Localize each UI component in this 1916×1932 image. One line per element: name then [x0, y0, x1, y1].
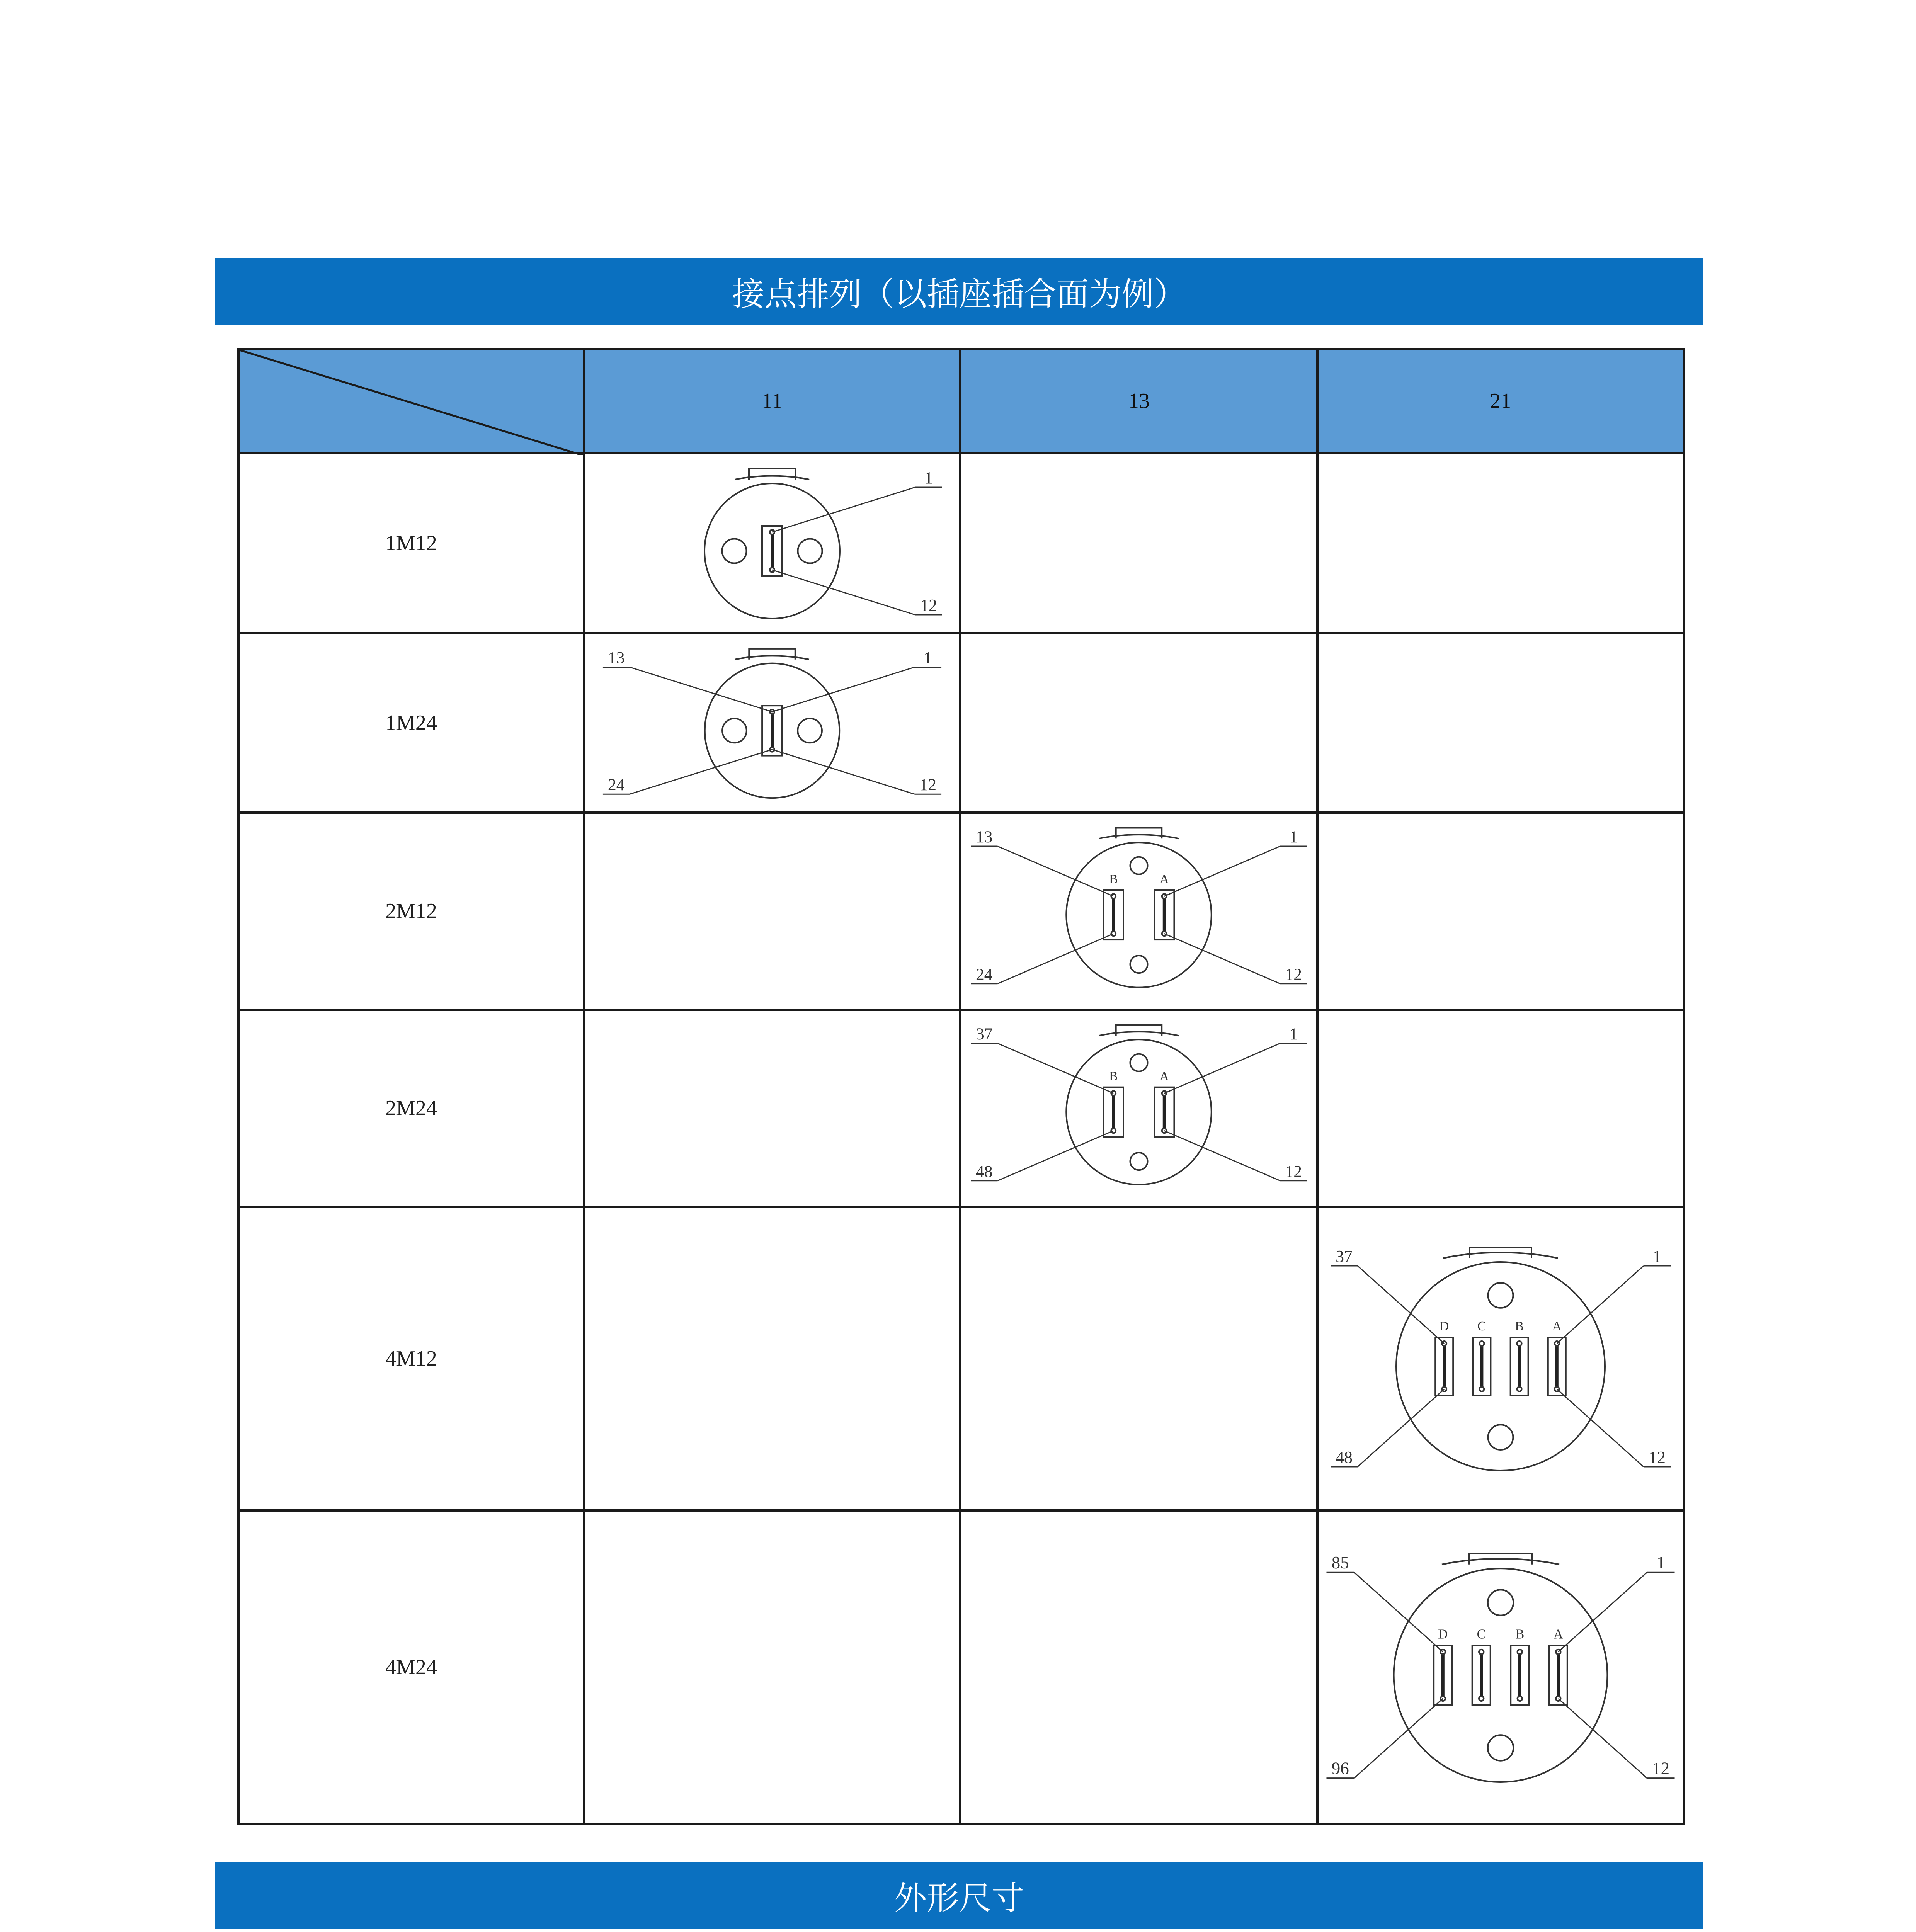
callout-number: 48: [976, 1162, 993, 1181]
row-label: 2M24: [385, 1096, 437, 1120]
callout-number: 1: [1289, 1025, 1298, 1044]
insert-letter: A: [1159, 1069, 1169, 1083]
callout-number: 12: [1652, 1759, 1670, 1778]
callout-number: 24: [976, 965, 993, 984]
contact-layout-diagram: [961, 1011, 1316, 1206]
insert-letter: C: [1477, 1319, 1486, 1333]
contact-insert: [1548, 1319, 1566, 1395]
arrangement-cell: [583, 452, 961, 634]
contact-insert: [1104, 872, 1123, 940]
row-label: 4M24: [385, 1655, 437, 1679]
arrangement-cell: [1316, 452, 1685, 634]
callout-number: 48: [1336, 1448, 1353, 1467]
contact-insert: [1473, 1319, 1491, 1395]
contact-arrangement-table: [237, 348, 1683, 1823]
column-header-label: 11: [762, 389, 783, 413]
arrangement-cell: [583, 811, 961, 1011]
row-label: 2M12: [385, 899, 437, 923]
callout-number: 12: [1649, 1448, 1666, 1467]
contact-insert: [1511, 1626, 1529, 1705]
insert-letter: B: [1515, 1319, 1524, 1333]
arrangement-cell: [1316, 1509, 1685, 1825]
arrangement-cell: [583, 632, 961, 814]
contact-insert: [1154, 872, 1174, 940]
callout-number: 13: [607, 648, 625, 667]
arrangement-cell: [959, 452, 1319, 634]
insert-letter: B: [1109, 1069, 1118, 1083]
insert-letter: B: [1109, 872, 1118, 886]
insert-letter: C: [1477, 1626, 1486, 1642]
callout-number: 1: [924, 648, 932, 667]
corner-diagonal-line: [240, 350, 583, 455]
contact-insert: [1472, 1626, 1491, 1705]
contact-insert: [762, 706, 782, 755]
column-header-label: 13: [1128, 389, 1150, 413]
section-title: 接点排列（以插座插合面为例）: [732, 275, 1186, 313]
shell-outline: [1394, 1568, 1608, 1782]
column-header-11: [583, 348, 961, 454]
row-label-4M24: [237, 1509, 585, 1825]
section-title: 外形尺寸: [894, 1879, 1024, 1917]
callout-number: 12: [920, 596, 937, 615]
contact-layout-diagram: [1319, 1208, 1683, 1509]
row-label: 1M12: [385, 531, 437, 555]
row-label-2M12: [237, 811, 585, 1011]
row-label-2M24: [237, 1009, 585, 1208]
insert-letter: A: [1159, 872, 1169, 886]
arrangement-cell: [583, 1009, 961, 1208]
shell-outline: [1396, 1262, 1605, 1471]
callout-number: 37: [976, 1025, 993, 1044]
contact-insert: [1104, 1069, 1123, 1137]
row-label-1M12: [237, 452, 585, 634]
callout-number: 1: [1289, 828, 1298, 847]
insert-letter: D: [1439, 1319, 1449, 1333]
contact-layout-diagram: [1319, 1512, 1683, 1823]
section-banner-contact-arrangement: [215, 258, 1703, 325]
callout-number: 96: [1331, 1759, 1349, 1778]
contact-insert: [762, 526, 782, 576]
insert-letter: D: [1438, 1626, 1448, 1642]
contact-insert: [1435, 1319, 1453, 1395]
contact-insert: [1549, 1626, 1567, 1705]
arrangement-cell: [583, 1206, 961, 1512]
arrangement-cell: [1316, 811, 1685, 1011]
section-banner-dimensions: [215, 1862, 1703, 1929]
callout-number: 37: [1336, 1247, 1353, 1266]
callout-number: 1: [924, 468, 933, 487]
callout-number: 13: [976, 828, 993, 847]
callout-number: 1: [1656, 1553, 1665, 1573]
callout-number: 24: [607, 776, 625, 794]
row-label: 4M12: [385, 1347, 437, 1371]
arrangement-cell: [1316, 1206, 1685, 1512]
row-label-1M24: [237, 632, 585, 814]
callout-number: 12: [1285, 1162, 1302, 1181]
contact-layout-diagram: [585, 454, 959, 632]
insert-letter: A: [1552, 1319, 1562, 1333]
arrangement-cell: [959, 632, 1319, 814]
insert-letter: A: [1553, 1626, 1563, 1642]
contact-insert: [1434, 1626, 1452, 1705]
arrangement-cell: [1316, 1009, 1685, 1208]
arrangement-cell: [583, 1509, 961, 1825]
arrangement-cell: [959, 811, 1319, 1011]
column-header-21: [1316, 348, 1685, 454]
column-header-label: 21: [1490, 389, 1511, 413]
shell-outline: [1066, 842, 1212, 988]
arrangement-cell: [959, 1009, 1319, 1208]
column-header-13: [959, 348, 1319, 454]
contact-insert: [1511, 1319, 1528, 1395]
contact-layout-diagram: [585, 634, 959, 811]
header-corner-cell: [237, 348, 585, 454]
callout-number: 12: [919, 776, 937, 794]
row-label-4M12: [237, 1206, 585, 1512]
row-label: 1M24: [385, 711, 437, 735]
arrangement-cell: [1316, 632, 1685, 814]
callout-number: 12: [1285, 965, 1302, 984]
contact-layout-diagram: [961, 814, 1316, 1009]
shell-outline: [1066, 1039, 1212, 1185]
arrangement-cell: [959, 1206, 1319, 1512]
callout-number: 1: [1653, 1247, 1661, 1266]
insert-letter: B: [1515, 1626, 1525, 1642]
arrangement-cell: [959, 1509, 1319, 1825]
contact-insert: [1154, 1069, 1174, 1137]
callout-number: 85: [1331, 1553, 1349, 1573]
